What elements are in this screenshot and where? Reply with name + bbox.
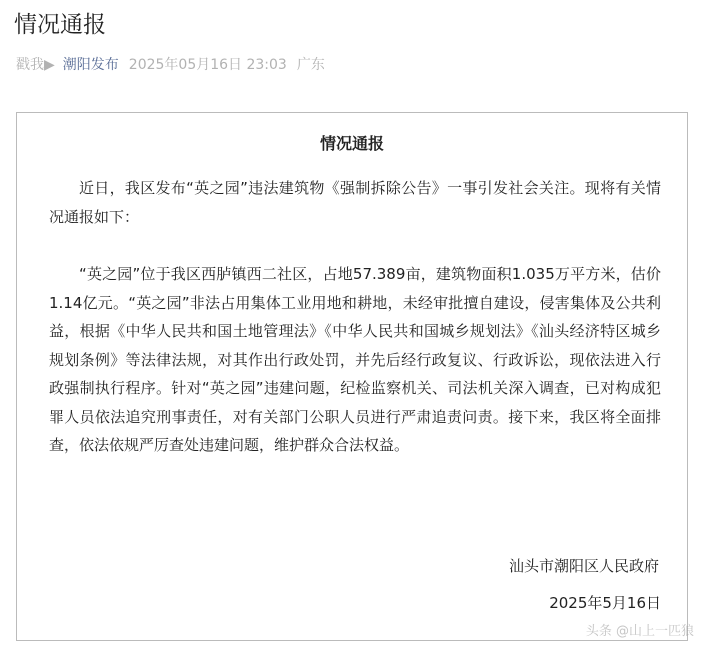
publish-time: 2025年05月16日 23:03: [128, 57, 287, 73]
article-meta: [16, 55, 325, 75]
account-name-link[interactable]: 潮阳发布: [62, 57, 119, 73]
notice-date: 2025年5月16日: [549, 594, 661, 612]
notice-paragraph-body: “英之园”位于我区西胪镇西二社区，占地57.389亩，建筑物面积1.035万平方米，估价1.14亿元。“英之园”非法占用集体工业用地和耕地，未经审批擅自建设，侵害集体及公共利益，根据《中华人民共和国土地管理法》《中华人民共和国城乡规划法》《汕头经济特区城乡规划条例》等法律法规，对其作出行政处罚，并先后经行政复议、行政诉讼，现依法进入行政强制执行程序。针对“英之园”违建问题，纪检监察机关、司法机关深入调查，已对构成犯罪人员依法追究刑事责任，对有关部门公职人员进行严肃追责问责。接下来，我区将全面排查，依法依规严厉查处违建问题，维护群众合法权益。: [49, 265, 661, 454]
page-title: 情况通报: [14, 12, 106, 38]
notice-image: [16, 112, 688, 641]
poke-link[interactable]: 戳我▶: [16, 57, 55, 73]
notice-signer: 汕头市潮阳区人民政府: [508, 557, 659, 575]
watermark: 头条 @山上一匹狼: [585, 624, 694, 639]
notice-title: 情况通报: [319, 134, 384, 153]
notice-paragraph-intro: 近日，我区发布“英之园”违法建筑物《强制拆除公告》一事引发社会关注。现将有关情况通报如下：: [49, 179, 661, 226]
publish-location: 广东: [296, 57, 325, 73]
